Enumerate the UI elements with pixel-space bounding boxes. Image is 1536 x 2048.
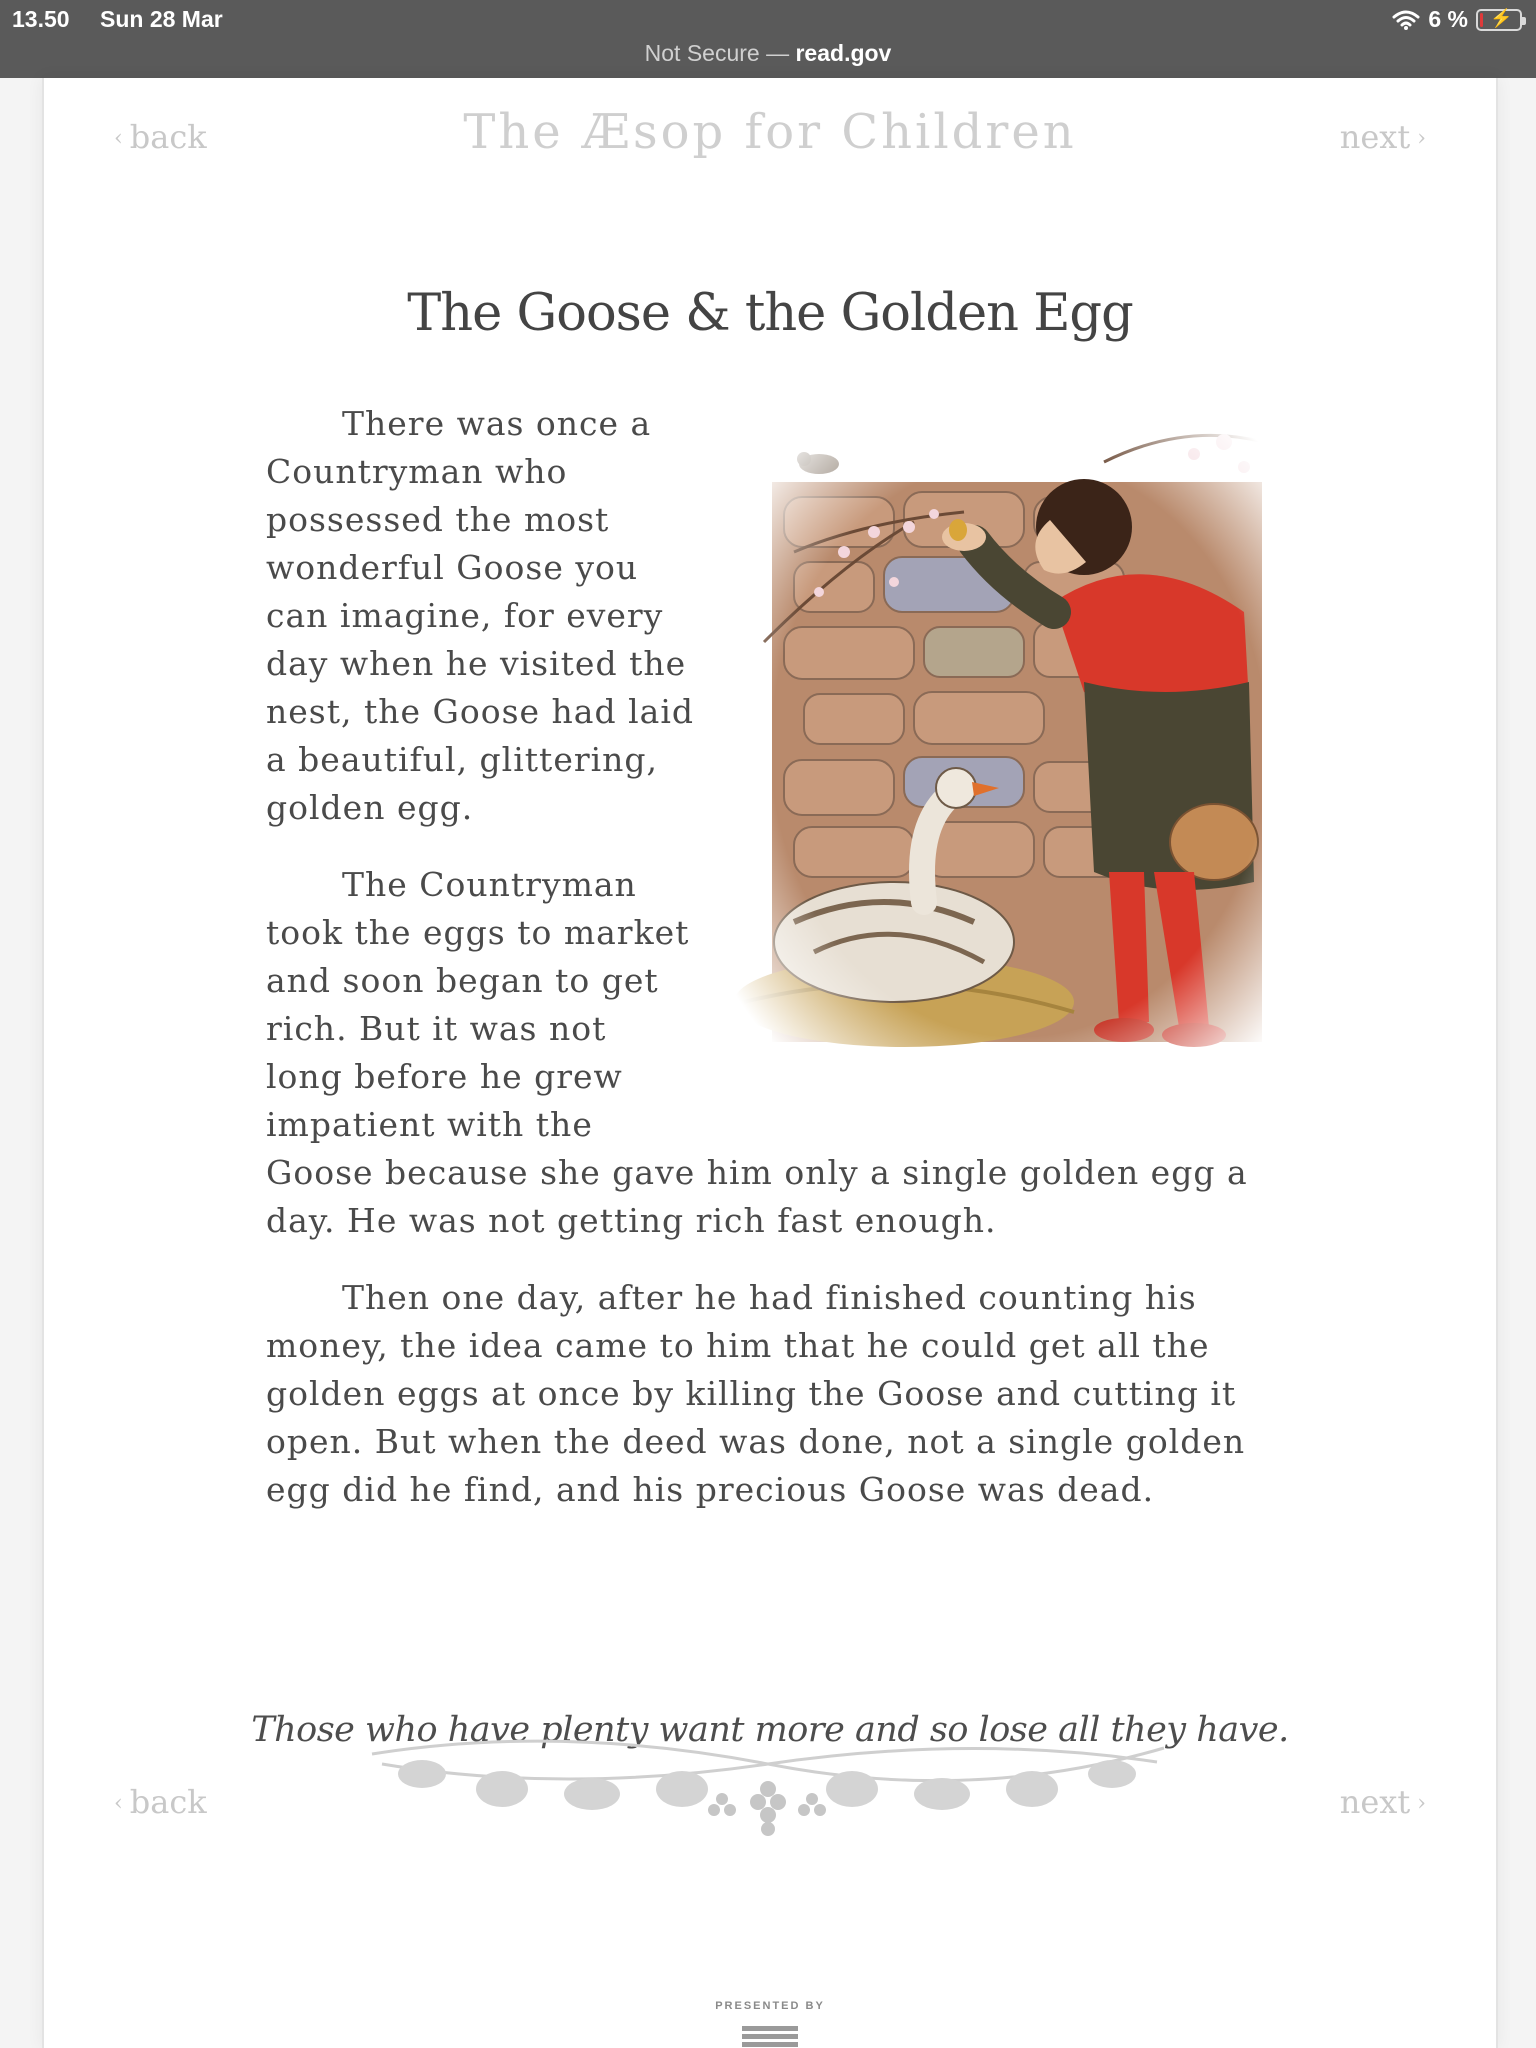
back-label: back (129, 1783, 207, 1821)
status-indicators (1392, 6, 1522, 33)
url-bar[interactable] (0, 40, 1536, 67)
story-paragraph: There was once a Countryman who possessed the most wonderful Goose you can imagine, for every day when he visited the nest, the Goose had laid a beautiful, glittering, golden egg. (266, 404, 694, 827)
book-page (42, 78, 1498, 2048)
browser-status-bar (0, 0, 1536, 78)
story-moral: Those who have plenty want more and so lose all they have. (251, 1710, 1289, 1750)
chevron-right-icon: › (1410, 1791, 1426, 1816)
status-time: 13.50 (12, 6, 70, 32)
battery-percentage: 6 % (1428, 6, 1468, 32)
back-link-bottom[interactable] (114, 1783, 207, 1821)
url-host: read.gov (795, 40, 892, 66)
battery-icon (1476, 9, 1522, 31)
next-label: next (1339, 1783, 1411, 1821)
presented-by-label: PRESENTED BY (715, 2000, 825, 2012)
next-label: next (1339, 118, 1411, 156)
story-title: The Goose & the Golden Egg (407, 284, 1133, 343)
next-link-top[interactable] (1340, 118, 1426, 156)
battery-level (1480, 13, 1483, 27)
chevron-left-icon: ‹ (114, 126, 130, 151)
goose-countryman-illustration (724, 402, 1314, 1092)
flag-logo-icon[interactable] (742, 2024, 798, 2048)
story-body (266, 400, 1314, 1543)
security-label: Not Secure — (644, 40, 790, 66)
vine-ornament-divider (362, 1734, 1174, 1844)
next-link-bottom[interactable] (1340, 1783, 1426, 1821)
chevron-right-icon: › (1410, 126, 1426, 151)
back-label: back (129, 118, 207, 156)
chevron-left-icon: ‹ (114, 1791, 130, 1816)
story-paragraph: The Countryman took the eggs to market and soon began to get rich. But it was not long before he grew impatient with the Goose because she gave him only a single golden egg a day. He was not getting rich fast enough. (266, 865, 1248, 1240)
story-paragraph: Then one day, after he had finished counting his money, the idea came to him that he could get all the golden eggs at once by killing the Goose and cutting it open. But when the deed was done, not a single golden egg did he find, and his precious Goose was dead. (266, 1278, 1246, 1509)
book-title: The Æsop for Children (463, 104, 1077, 160)
charging-bolt-icon: ⚡ (1490, 7, 1513, 28)
status-date: Sun 28 Mar (100, 6, 223, 32)
wifi-icon (1392, 9, 1420, 31)
